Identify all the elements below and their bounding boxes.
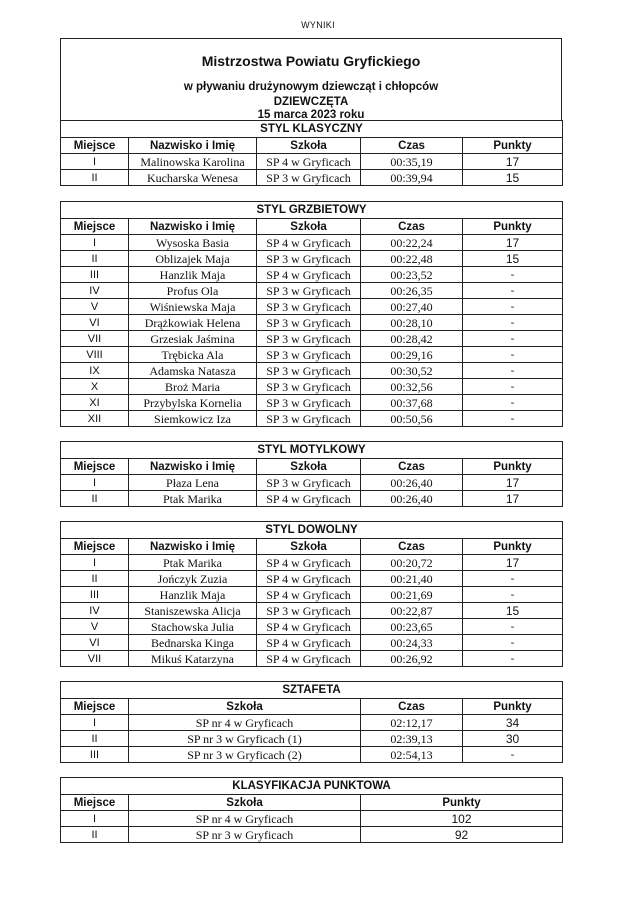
time-cell: 00:20,72 xyxy=(361,555,463,571)
place-cell: V xyxy=(61,619,129,635)
table-row xyxy=(61,811,563,827)
school-cell: SP 3 w Gryficach xyxy=(257,251,361,267)
school-cell: SP 4 w Gryficach xyxy=(257,651,361,667)
school-cell: SP 4 w Gryficach xyxy=(257,235,361,251)
time-cell: 00:26,40 xyxy=(361,475,463,491)
points-cell: 34 xyxy=(463,715,563,731)
table-klasyfikacja xyxy=(60,777,563,843)
points-cell: - xyxy=(463,747,563,763)
place-cell: I xyxy=(61,154,129,170)
col-header-time: Czas xyxy=(361,699,463,715)
points-cell: - xyxy=(463,411,563,427)
name-cell: Broż Maria xyxy=(129,379,257,395)
points-cell: 15 xyxy=(463,170,563,186)
table-row xyxy=(61,170,563,186)
table-row xyxy=(61,555,563,571)
time-cell: 00:28,42 xyxy=(361,331,463,347)
section-title: STYL KLASYCZNY xyxy=(61,121,563,138)
competition-title: Mistrzostwa Powiatu Gryfickiego xyxy=(201,53,421,69)
col-header-school: Szkoła xyxy=(257,138,361,154)
name-cell: Mikuś Katarzyna xyxy=(129,651,257,667)
col-header-place: Miejsce xyxy=(61,699,129,715)
col-header-time: Czas xyxy=(361,459,463,475)
name-cell: Stachowska Julia xyxy=(129,619,257,635)
name-cell: Hanzlik Maja xyxy=(129,267,257,283)
col-header-school: Szkoła xyxy=(129,699,361,715)
school-cell: SP nr 3 w Gryficach (1) xyxy=(129,731,361,747)
table-row xyxy=(61,715,563,731)
col-header-name: Nazwisko i Imię xyxy=(129,138,257,154)
place-cell: I xyxy=(61,475,129,491)
table-row xyxy=(61,283,563,299)
time-cell: 00:28,10 xyxy=(361,315,463,331)
points-cell: - xyxy=(463,363,563,379)
results-header xyxy=(60,38,562,120)
time-cell: 00:50,56 xyxy=(361,411,463,427)
school-cell: SP 4 w Gryficach xyxy=(257,555,361,571)
place-cell: XI xyxy=(61,395,129,411)
col-header-place: Miejsce xyxy=(61,539,129,555)
time-cell: 00:24,33 xyxy=(361,635,463,651)
name-cell: Malinowska Karolina xyxy=(129,154,257,170)
table-grzbietowy xyxy=(60,201,563,427)
school-cell: SP 3 w Gryficach xyxy=(257,170,361,186)
col-header-points: Punkty xyxy=(463,699,563,715)
name-cell: Płaza Lena xyxy=(129,475,257,491)
name-cell: Oblizajek Maja xyxy=(129,251,257,267)
place-cell: V xyxy=(61,299,129,315)
name-cell: Staniszewska Alicja xyxy=(129,603,257,619)
col-header-school: Szkoła xyxy=(257,459,361,475)
table-row xyxy=(61,379,563,395)
points-cell: - xyxy=(463,347,563,363)
table-row xyxy=(61,603,563,619)
time-cell: 00:21,40 xyxy=(361,571,463,587)
col-header-place: Miejsce xyxy=(61,795,129,811)
section-title: STYL GRZBIETOWY xyxy=(61,202,563,219)
place-cell: II xyxy=(61,170,129,186)
place-cell: II xyxy=(61,491,129,507)
place-cell: III xyxy=(61,587,129,603)
section-title: STYL DOWOLNY xyxy=(61,522,563,539)
school-cell: SP 3 w Gryficach xyxy=(257,379,361,395)
place-cell: II xyxy=(61,251,129,267)
points-cell: 92 xyxy=(361,827,563,843)
points-cell: 17 xyxy=(463,491,563,507)
school-cell: SP 3 w Gryficach xyxy=(257,299,361,315)
time-cell: 00:26,35 xyxy=(361,283,463,299)
place-cell: II xyxy=(61,827,129,843)
table-row xyxy=(61,619,563,635)
name-cell: Trębicka Ala xyxy=(129,347,257,363)
points-cell: - xyxy=(463,651,563,667)
name-cell: Przybylska Kornelia xyxy=(129,395,257,411)
col-header-school: Szkoła xyxy=(129,795,361,811)
place-cell: VII xyxy=(61,331,129,347)
school-cell: SP nr 3 w Gryficach xyxy=(129,827,361,843)
col-header-points: Punkty xyxy=(361,795,563,811)
time-cell: 00:22,48 xyxy=(361,251,463,267)
place-cell: II xyxy=(61,571,129,587)
section-title: STYL MOTYLKOWY xyxy=(61,442,563,459)
points-cell: - xyxy=(463,571,563,587)
time-cell: 00:23,52 xyxy=(361,267,463,283)
points-cell: 15 xyxy=(463,251,563,267)
points-cell: - xyxy=(463,619,563,635)
place-cell: X xyxy=(61,379,129,395)
school-cell: SP nr 3 w Gryficach (2) xyxy=(129,747,361,763)
points-cell: - xyxy=(463,635,563,651)
table-row xyxy=(61,651,563,667)
place-cell: VII xyxy=(61,651,129,667)
points-cell: 17 xyxy=(463,154,563,170)
col-header-school: Szkoła xyxy=(257,219,361,235)
points-cell: 17 xyxy=(463,555,563,571)
col-header-name: Nazwisko i Imię xyxy=(129,219,257,235)
place-cell: I xyxy=(61,811,129,827)
table-motylkowy xyxy=(60,441,563,507)
points-cell: - xyxy=(463,283,563,299)
time-cell: 00:26,40 xyxy=(361,491,463,507)
name-cell: Grzesiak Jaśmina xyxy=(129,331,257,347)
time-cell: 00:30,52 xyxy=(361,363,463,379)
name-cell: Profus Ola xyxy=(129,283,257,299)
col-header-time: Czas xyxy=(361,219,463,235)
points-cell: 17 xyxy=(463,235,563,251)
school-cell: SP 3 w Gryficach xyxy=(257,347,361,363)
school-cell: SP 3 w Gryficach xyxy=(257,475,361,491)
place-cell: IX xyxy=(61,363,129,379)
school-cell: SP 3 w Gryficach xyxy=(257,363,361,379)
name-cell: Ptak Marika xyxy=(129,491,257,507)
name-cell: Wiśniewska Maja xyxy=(129,299,257,315)
school-cell: SP 4 w Gryficach xyxy=(257,619,361,635)
competition-date: 15 marca 2023 roku xyxy=(257,109,365,121)
place-cell: IV xyxy=(61,603,129,619)
place-cell: VIII xyxy=(61,347,129,363)
time-cell: 02:39,13 xyxy=(361,731,463,747)
points-cell: - xyxy=(463,267,563,283)
place-cell: I xyxy=(61,555,129,571)
school-cell: SP 4 w Gryficach xyxy=(257,635,361,651)
time-cell: 00:35,19 xyxy=(361,154,463,170)
table-row xyxy=(61,731,563,747)
time-cell: 00:22,87 xyxy=(361,603,463,619)
col-header-points: Punkty xyxy=(463,459,563,475)
table-row xyxy=(61,267,563,283)
time-cell: 00:27,40 xyxy=(361,299,463,315)
school-cell: SP 4 w Gryficach xyxy=(257,587,361,603)
name-cell: Jończyk Zuzia xyxy=(129,571,257,587)
table-row xyxy=(61,251,563,267)
col-header-points: Punkty xyxy=(463,539,563,555)
table-row xyxy=(61,154,563,170)
place-cell: I xyxy=(61,235,129,251)
name-cell: Kucharska Wenesa xyxy=(129,170,257,186)
points-cell: 17 xyxy=(463,475,563,491)
time-cell: 00:29,16 xyxy=(361,347,463,363)
time-cell: 02:12,17 xyxy=(361,715,463,731)
school-cell: SP 4 w Gryficach xyxy=(257,154,361,170)
table-row xyxy=(61,395,563,411)
name-cell: Siemkowicz Iza xyxy=(129,411,257,427)
table-row xyxy=(61,475,563,491)
table-row xyxy=(61,411,563,427)
name-cell: Adamska Natasza xyxy=(129,363,257,379)
points-cell: - xyxy=(463,379,563,395)
page-label: WYNIKI xyxy=(301,20,335,30)
table-row xyxy=(61,347,563,363)
col-header-school: Szkoła xyxy=(257,539,361,555)
name-cell: Ptak Marika xyxy=(129,555,257,571)
col-header-place: Miejsce xyxy=(61,459,129,475)
school-cell: SP 3 w Gryficach xyxy=(257,315,361,331)
col-header-name: Nazwisko i Imię xyxy=(129,459,257,475)
table-row xyxy=(61,747,563,763)
place-cell: I xyxy=(61,715,129,731)
name-cell: Wysoska Basia xyxy=(129,235,257,251)
time-cell: 00:37,68 xyxy=(361,395,463,411)
points-cell: - xyxy=(463,587,563,603)
school-cell: SP 4 w Gryficach xyxy=(257,491,361,507)
table-row xyxy=(61,235,563,251)
school-cell: SP 3 w Gryficach xyxy=(257,603,361,619)
table-row xyxy=(61,363,563,379)
time-cell: 00:32,56 xyxy=(361,379,463,395)
time-cell: 00:21,69 xyxy=(361,587,463,603)
place-cell: VI xyxy=(61,635,129,651)
competition-subtitle: w pływaniu drużynowym dziewcząt i chłopców xyxy=(183,81,439,93)
table-dowolny xyxy=(60,521,563,667)
time-cell: 02:54,13 xyxy=(361,747,463,763)
section-title: KLASYFIKACJA PUNKTOWA xyxy=(61,778,563,795)
school-cell: SP 3 w Gryficach xyxy=(257,283,361,299)
time-cell: 00:26,92 xyxy=(361,651,463,667)
table-row xyxy=(61,315,563,331)
place-cell: XII xyxy=(61,411,129,427)
table-row xyxy=(61,299,563,315)
school-cell: SP nr 4 w Gryficach xyxy=(129,715,361,731)
place-cell: IV xyxy=(61,283,129,299)
table-row xyxy=(61,587,563,603)
points-cell: - xyxy=(463,315,563,331)
name-cell: Bednarska Kinga xyxy=(129,635,257,651)
section-title: SZTAFETA xyxy=(61,682,563,699)
school-cell: SP 4 w Gryficach xyxy=(257,267,361,283)
table-row xyxy=(61,331,563,347)
place-cell: II xyxy=(61,731,129,747)
place-cell: III xyxy=(61,747,129,763)
place-cell: III xyxy=(61,267,129,283)
school-cell: SP 3 w Gryficach xyxy=(257,331,361,347)
points-cell: 102 xyxy=(361,811,563,827)
col-header-place: Miejsce xyxy=(61,138,129,154)
school-cell: SP 3 w Gryficach xyxy=(257,411,361,427)
col-header-time: Czas xyxy=(361,138,463,154)
school-cell: SP 3 w Gryficach xyxy=(257,395,361,411)
name-cell: Drążkowiak Helena xyxy=(129,315,257,331)
time-cell: 00:39,94 xyxy=(361,170,463,186)
name-cell: Hanzlik Maja xyxy=(129,587,257,603)
table-row xyxy=(61,571,563,587)
place-cell: VI xyxy=(61,315,129,331)
points-cell: 30 xyxy=(463,731,563,747)
table-sztafeta xyxy=(60,681,563,763)
school-cell: SP 4 w Gryficach xyxy=(257,571,361,587)
time-cell: 00:23,65 xyxy=(361,619,463,635)
table-row xyxy=(61,491,563,507)
points-cell: - xyxy=(463,299,563,315)
table-row xyxy=(61,635,563,651)
col-header-points: Punkty xyxy=(463,138,563,154)
table-klasyczny xyxy=(60,120,563,186)
col-header-time: Czas xyxy=(361,539,463,555)
school-cell: SP nr 4 w Gryficach xyxy=(129,811,361,827)
category-label: DZIEWCZĘTA xyxy=(273,96,349,108)
table-row xyxy=(61,827,563,843)
points-cell: - xyxy=(463,395,563,411)
points-cell: - xyxy=(463,331,563,347)
col-header-name: Nazwisko i Imię xyxy=(129,539,257,555)
col-header-place: Miejsce xyxy=(61,219,129,235)
col-header-points: Punkty xyxy=(463,219,563,235)
time-cell: 00:22,24 xyxy=(361,235,463,251)
points-cell: 15 xyxy=(463,603,563,619)
